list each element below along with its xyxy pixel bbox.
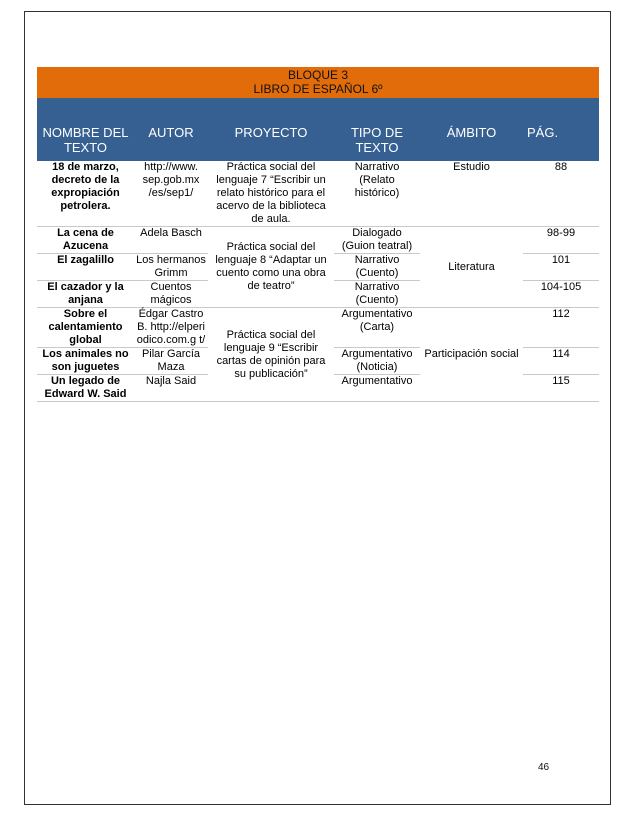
table-row xyxy=(37,227,599,254)
text-author: Najla Said xyxy=(134,375,208,402)
text-type: Argumentativo (Carta) xyxy=(334,308,420,348)
text-type: Argumentativo (Noticia) xyxy=(334,348,420,375)
text-author: Adela Basch xyxy=(134,227,208,254)
text-author: Pilar García Maza xyxy=(134,348,208,375)
ambito-cell: Literatura xyxy=(420,227,523,308)
text-name: El cazador y la anjana xyxy=(37,281,134,308)
text-type: Narrativo (Cuento) xyxy=(334,281,420,308)
text-type: Dialogado (Guion teatral) xyxy=(334,227,420,254)
text-name: Un legado de Edward W. Said xyxy=(37,375,134,402)
page-ref: 115 xyxy=(523,375,599,402)
block-title: BLOQUE 3 xyxy=(287,68,349,82)
text-author: Édgar Castro B. http://elperi odico.com.g t/ xyxy=(134,308,208,348)
project-cell: Práctica social del lenguaje 7 “Escribir un relato histórico para el acervo de la biblioteca de aula. xyxy=(208,161,334,227)
table-row xyxy=(37,308,599,348)
text-name: 18 de marzo, decreto de la expropiación petrolera. xyxy=(37,161,134,227)
table-header-row xyxy=(37,122,599,161)
book-title: LIBRO DE ESPAÑOL 6º xyxy=(253,82,383,96)
col-header-ambito: ÁMBITO xyxy=(420,122,523,161)
col-header-tipo: TIPO DE TEXTO xyxy=(334,122,420,161)
page-ref: 114 xyxy=(523,348,599,375)
texts-table xyxy=(37,122,599,402)
text-author: Cuentos mágicos xyxy=(134,281,208,308)
table-row xyxy=(37,161,599,227)
page-ref: 101 xyxy=(523,254,599,281)
page-ref: 88 xyxy=(523,161,599,227)
col-header-nombre: NOMBRE DEL TEXTO xyxy=(37,122,134,161)
col-header-autor: AUTOR xyxy=(134,122,208,161)
text-name: Los animales no son juguetes xyxy=(37,348,134,375)
text-name: La cena de Azucena xyxy=(37,227,134,254)
text-author: http://www. sep.gob.mx /es/sep1/ xyxy=(134,161,208,227)
page-ref: 112 xyxy=(523,308,599,348)
col-header-pag: PÁG. xyxy=(523,122,599,161)
table-title-band xyxy=(37,67,599,98)
blue-spacer-band xyxy=(37,98,599,122)
text-name: Sobre el calentamiento global xyxy=(37,308,134,348)
text-type: Narrativo (Cuento) xyxy=(334,254,420,281)
project-cell: Práctica social del lenguaje 8 “Adaptar un cuento como una obra de teatro” xyxy=(208,227,334,308)
col-header-proyecto: PROYECTO xyxy=(208,122,334,161)
ambito-cell: Estudio xyxy=(420,161,523,227)
text-name: El zagalillo xyxy=(37,254,134,281)
text-type: Narrativo (Relato histórico) xyxy=(334,161,420,227)
page-number: 46 xyxy=(538,762,550,773)
project-cell: Práctica social del lenguaje 9 “Escribir cartas de opinión para su publicación” xyxy=(208,308,334,402)
ambito-cell: Participación social xyxy=(420,308,523,402)
page-ref: 98-99 xyxy=(523,227,599,254)
text-type: Argumentativo xyxy=(334,375,420,402)
text-author: Los hermanos Grimm xyxy=(134,254,208,281)
page-ref: 104-105 xyxy=(523,281,599,308)
